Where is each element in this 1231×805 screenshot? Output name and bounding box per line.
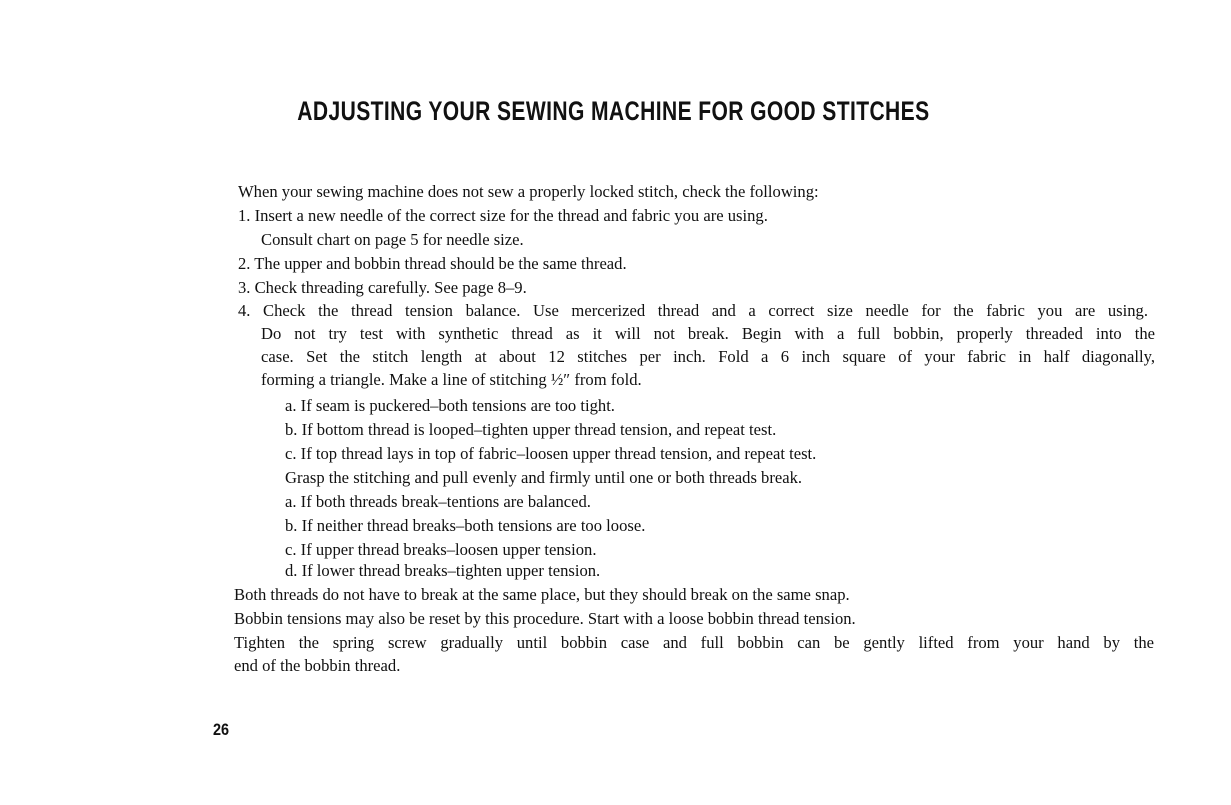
sub-item-d2: d. If lower thread breaks–tighten upper tension. [285,561,601,580]
note-line-4: end of the bobbin thread. [234,656,401,675]
note-line-3: Tighten the spring screw gradually until bobbin case and full bobbin can be gently lifted from your hand by the [234,633,1154,652]
page-title: ADJUSTING YOUR SEWING MACHINE FOR GOOD STITCHES [297,96,930,126]
note-line-1: Both threads do not have to break at the same place, but they should break on the same snap. [234,585,850,604]
step-2-line: 2. The upper and bobbin thread should be the same thread. [238,254,627,273]
step-4-line-4: forming a triangle. Make a line of stitching ½″ from fold. [261,370,642,389]
sub-item-c1: c. If top thread lays in top of fabric–loosen upper thread tension, and repeat test. [285,444,817,463]
step-4-line-3: case. Set the stitch length at about 12 stitches per inch. Fold a 6 inch square of your fabric in half diagonally, [261,347,1155,366]
sub-item-b1: b. If bottom thread is looped–tighten upper thread tension, and repeat test. [285,420,777,439]
page-number: 26 [213,720,230,739]
sub-item-a2: a. If both threads break–tentions are balanced. [285,492,591,511]
intro-line: When your sewing machine does not sew a properly locked stitch, check the following: [238,182,819,201]
step-1-note-line: Consult chart on page 5 for needle size. [261,230,524,249]
sub-item-b2: b. If neither thread breaks–both tensions are too loose. [285,516,646,535]
grasp-line: Grasp the stitching and pull evenly and firmly until one or both threads break. [285,468,803,487]
step-4-line: 4. Check the thread tension balance. Use mercerized thread and a correct size needle for the fabric you are using. [238,301,1148,320]
note-line-2: Bobbin tensions may also be reset by this procedure. Start with a loose bobbin thread tension. [234,609,856,628]
step-1-line: 1. Insert a new needle of the correct size for the thread and fabric you are using. [238,206,768,225]
step-4-line-2: Do not try test with synthetic thread as it will not break. Begin with a full bobbin, properly threaded into the [261,324,1155,343]
sub-item-c2: c. If upper thread breaks–loosen upper tension. [285,540,597,559]
sub-item-a1: a. If seam is puckered–both tensions are too tight. [285,396,615,415]
step-3-line: 3. Check threading carefully. See page 8–9. [238,278,527,297]
